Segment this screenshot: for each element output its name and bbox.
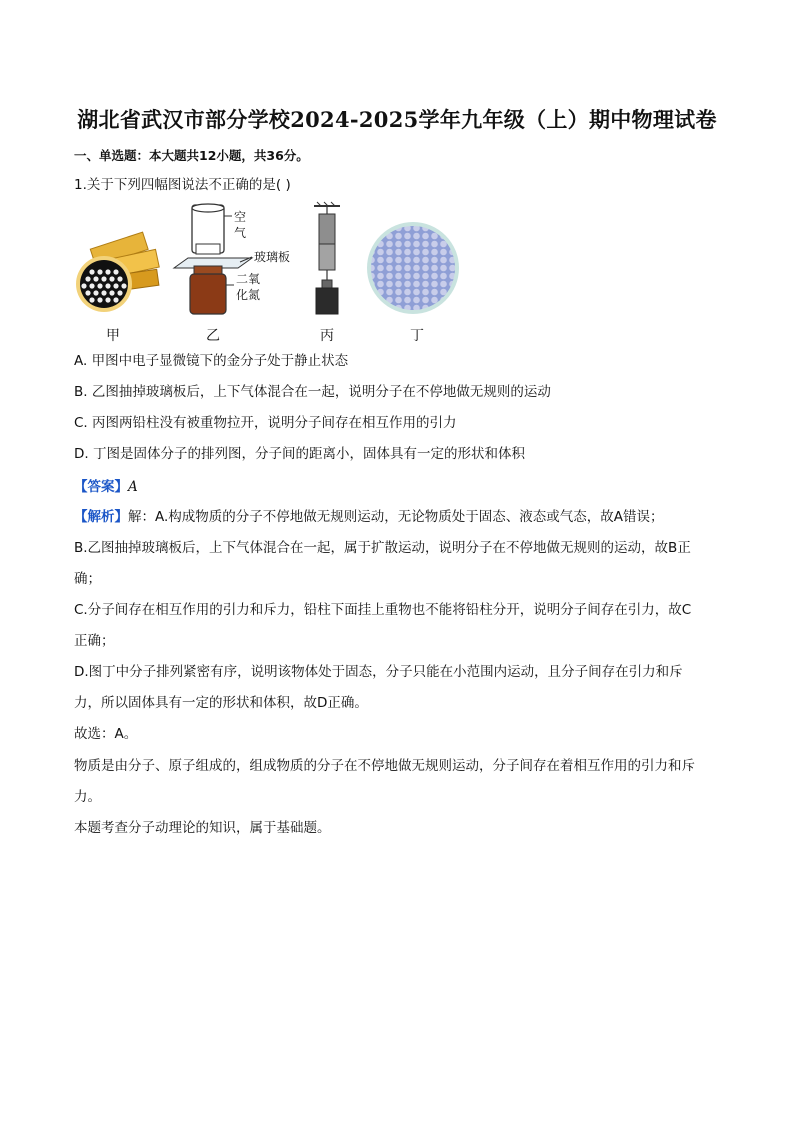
answer-tag: 【答案】 [74, 479, 128, 495]
solid-lattice-circle [367, 222, 459, 314]
panel-label-ding: 丁 [410, 328, 424, 344]
analysis-line-5: 正确； [74, 633, 115, 649]
panel-label-jia: 甲 [106, 328, 120, 344]
analysis-line-11: 本题考查分子动理论的知识，属于基础题。 [74, 820, 331, 836]
gold-molecule-circle [76, 256, 132, 312]
analysis-line-6: D.图丁中分子排列紧密有序，说明该物体处于固态，分子只能在小范围内运动，且分子间存在引力和斥 [74, 664, 683, 680]
option-a: A. 甲图中电子显微镜下的金分子处于静止状态 [74, 353, 349, 369]
analysis-line-3: 确； [74, 571, 101, 587]
label-air-2: 气 [234, 226, 247, 240]
analysis-text-1: 解：A.构成物质的分子不停地做无规则运动，无论物质处于固态、液态或气态，故A错误； [128, 509, 664, 525]
label-air-1: 空 [234, 210, 247, 224]
analysis-line-7: 力，所以固体具有一定的形状和体积，故D正确。 [74, 695, 368, 711]
option-b: B. 乙图抽掉玻璃板后，上下气体混合在一起，说明分子在不停地做无规则的运动 [74, 384, 551, 400]
option-c: C. 丙图两铅柱没有被重物拉开，说明分子间存在相互作用的引力 [74, 415, 457, 431]
panel-label-yi: 乙 [206, 328, 220, 344]
analysis-line-9: 物质是由分子、原子组成的，组成物质的分子在不停地做无规则运动，分子间存在着相互作用的引力和斥 [74, 758, 695, 774]
analysis-line-4: C.分子间存在相互作用的引力和斥力，铅柱下面挂上重物也不能将铅柱分开，说明分子间存在引力，故C [74, 602, 692, 618]
option-d: D. 丁图是固体分子的排列图，分子间的距离小，固体具有一定的形状和体积 [74, 446, 525, 462]
panel-label-bing: 丙 [320, 328, 334, 344]
answer-value: A [128, 479, 138, 495]
section-heading: 一、单选题：本大题共12小题，共36分。 [74, 148, 309, 163]
question-stem: 1.关于下列四幅图说法不正确的是( ) [74, 177, 291, 193]
analysis-line-2: B.乙图抽掉玻璃板后，上下气体混合在一起，属于扩散运动，说明分子在不停地做无规则的运动，故B正 [74, 540, 691, 556]
label-glass-plate: 玻璃板 [254, 250, 291, 264]
answer-line [74, 477, 138, 497]
question-figure [70, 200, 470, 350]
label-no2-2: 化氮 [236, 288, 261, 302]
analysis-line-10: 力。 [74, 789, 101, 805]
analysis-line-1 [74, 507, 664, 527]
page-title: 湖北省武汉市部分学校2024-2025学年九年级（上）期中物理试卷 [77, 107, 717, 132]
label-no2-1: 二氧 [236, 272, 261, 286]
lead-columns-apparatus [314, 202, 340, 314]
analysis-tag: 【解析】 [74, 509, 128, 525]
analysis-line-8: 故选：A。 [74, 726, 138, 742]
